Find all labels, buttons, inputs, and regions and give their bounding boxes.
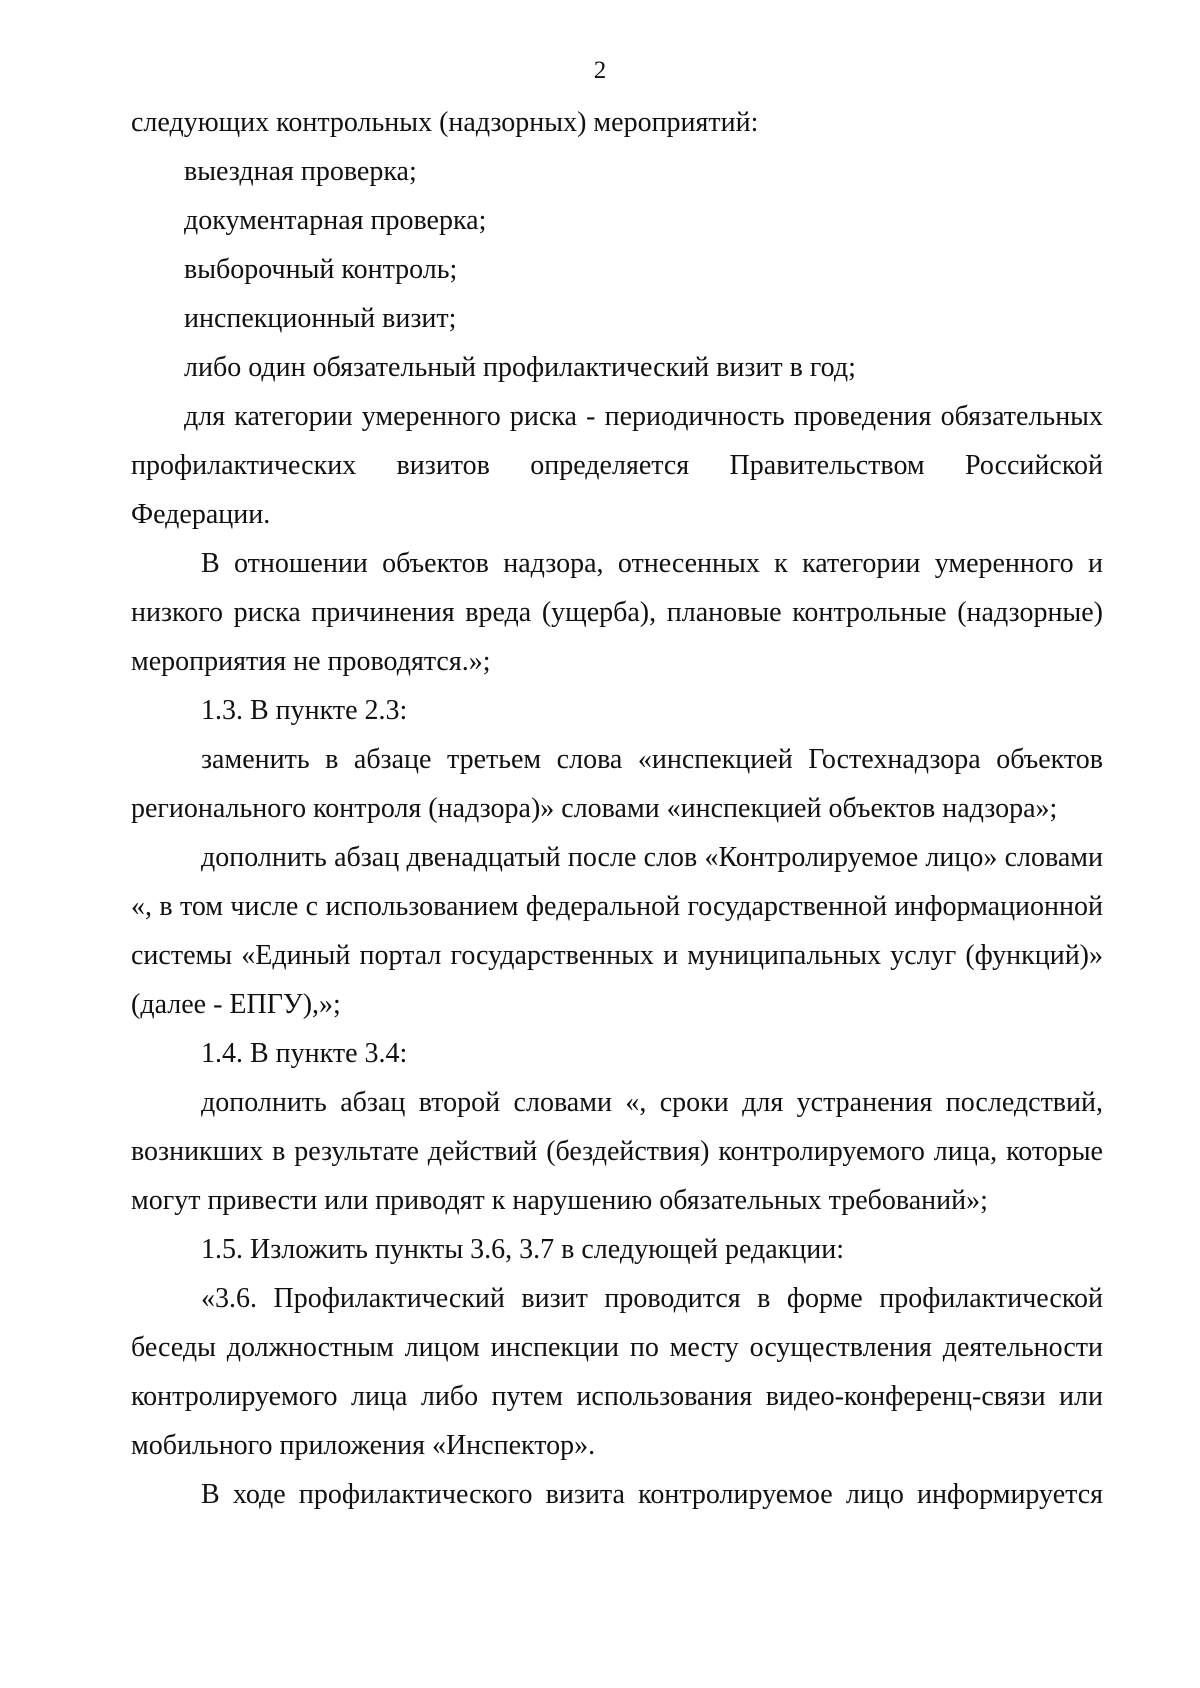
paragraph-supplement-twelfth: дополнить абзац двенадцатый после слов «Контролируемое лицо» словами «, в том числе с использованием федеральной государственной информационной системы «Единый портал государственных и муниципальных услуг (функций)» (далее - ЕПГУ),»; xyxy=(131,842,1103,1020)
paragraph-supplement-second: дополнить абзац второй словами «, сроки для устранения последствий, возникших в результате действий (бездействия) контролируемого лица, которые могут привести или приводят к нарушению обязательных требований»; xyxy=(131,1087,1103,1216)
list-item-field-inspection: выездная проверка; xyxy=(184,156,417,187)
paragraph-item-1-3: 1.3. В пункте 2.3: xyxy=(201,695,408,726)
paragraph-item-3-6: «3.6. Профилактический визит проводится в форме профилактической беседы должностным лицом инспекции по месту осуществления деятельности контролируемого лица либо путем использования видео-конференц-связи или мобильного приложения «Инспектор». xyxy=(131,1283,1103,1461)
paragraph-list-intro: следующих контрольных (надзорных) мероприятий: xyxy=(131,107,759,138)
paragraph-visit-informing: В ходе профилактического визита контролируемое лицо информируется xyxy=(201,1479,1103,1510)
list-item-preventive-visit: либо один обязательный профилактический визит в год; xyxy=(184,352,856,383)
paragraph-replace-words: заменить в абзаце третьем слова «инспекцией Гостехнадзора объектов регионального контроля (надзора)» словами «инспекцией объектов надзора»; xyxy=(131,744,1103,824)
paragraph-item-1-4: 1.4. В пункте 3.4: xyxy=(201,1038,408,1069)
list-item-selective-control: выборочный контроль; xyxy=(184,254,458,285)
document-body xyxy=(131,98,1103,1519)
list-item-documentary-inspection: документарная проверка; xyxy=(184,205,487,236)
paragraph-moderate-risk: для категории умеренного риска - периодичность проведения обязательных профилактических визитов определяется Правительством Российской Федерации. xyxy=(131,401,1103,530)
page-number: 2 xyxy=(593,57,607,84)
paragraph-item-1-5: 1.5. Изложить пункты 3.6, 3.7 в следующей редакции: xyxy=(201,1234,845,1265)
list-item-inspection-visit: инспекционный визит; xyxy=(184,303,457,334)
paragraph-planned-measures: В отношении объектов надзора, отнесенных к категории умеренного и низкого риска причинения вреда (ущерба), плановые контрольные (надзорные) мероприятия не проводятся.»; xyxy=(131,548,1103,677)
